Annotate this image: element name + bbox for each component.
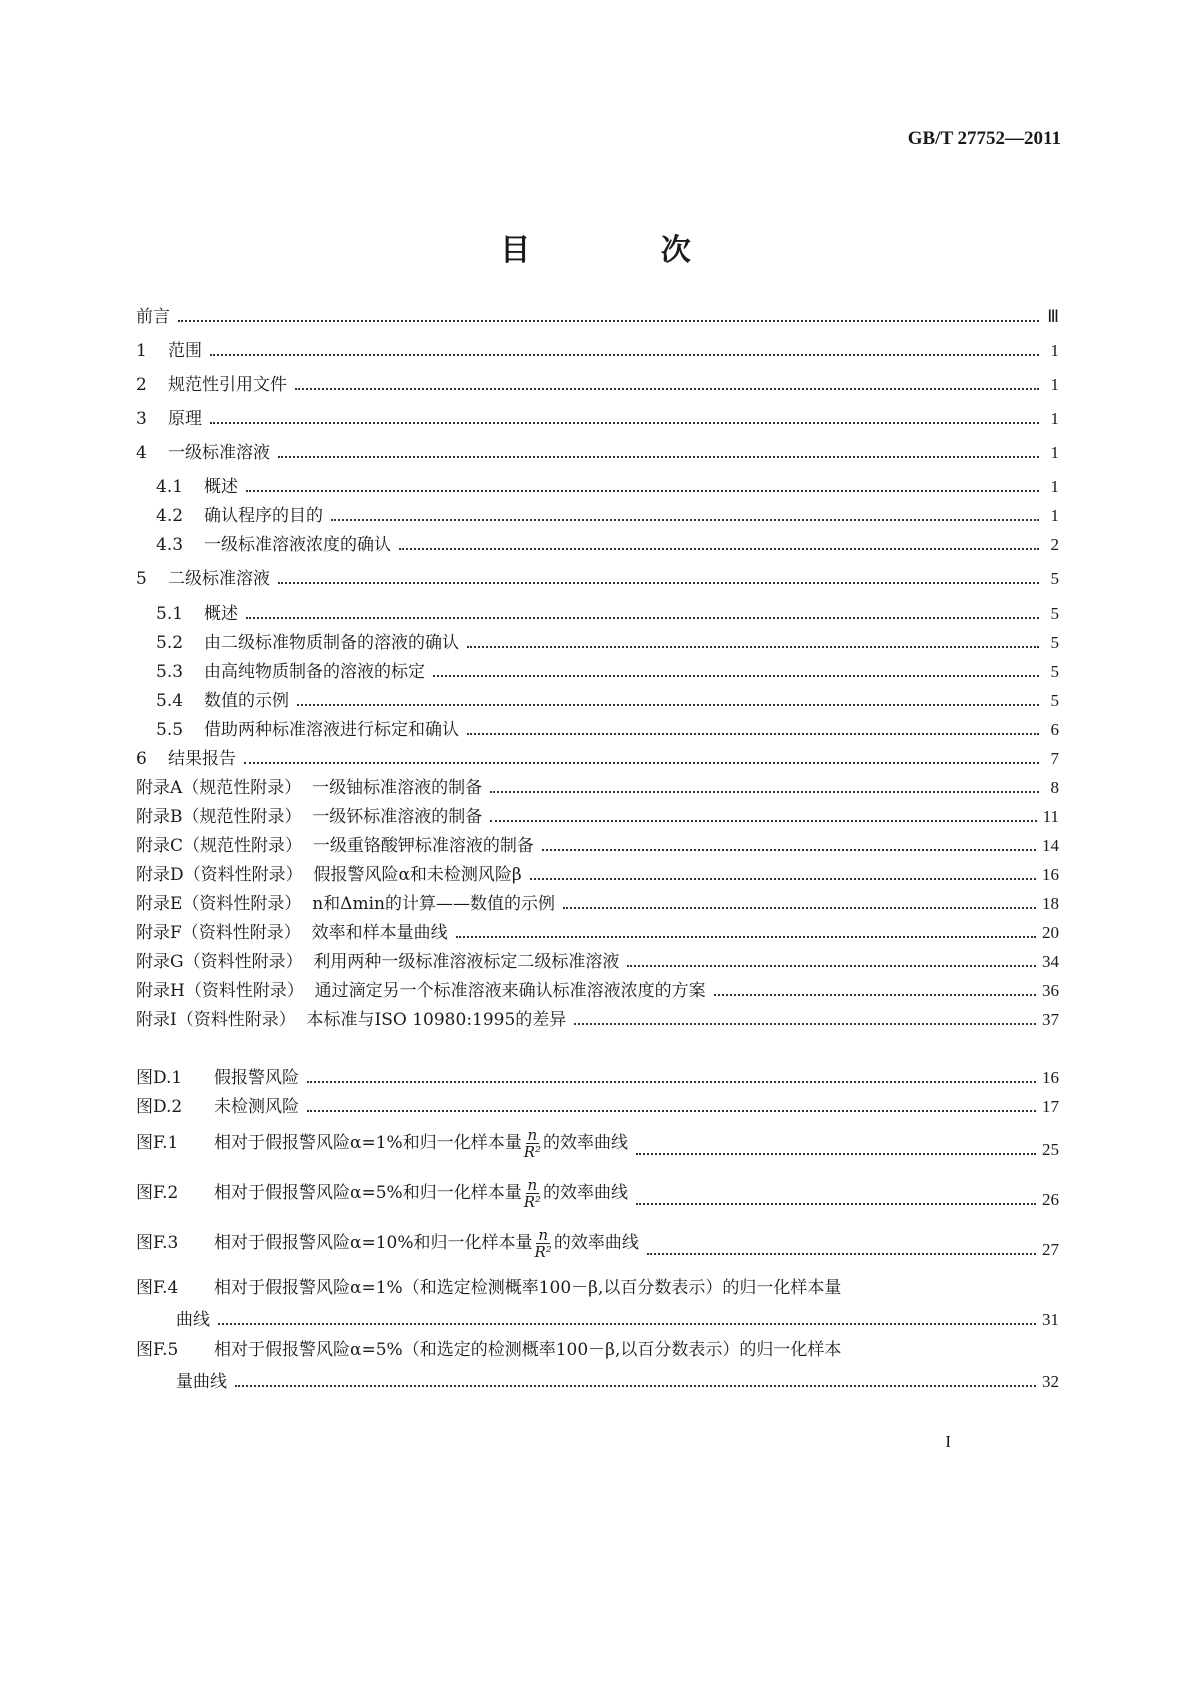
figure-num: 图F.3 (136, 1233, 179, 1253)
leader-dots (636, 1153, 1036, 1155)
figure-page: 32 (1042, 1372, 1059, 1391)
toc-label: 本标准与ISO 10980:1995的差异 (306, 1010, 567, 1030)
figure-num: 图F.4 (136, 1278, 179, 1298)
figure-num: 图F.5 (136, 1340, 179, 1360)
toc-entry-appendix-e[interactable] (136, 884, 1059, 914)
figure-page: 31 (1042, 1310, 1059, 1329)
leader-dots (278, 582, 1039, 584)
toc-page: 14 (1042, 836, 1059, 855)
fraction: $\frac{n}{\text{R²}}$ (534, 1226, 552, 1261)
figure-label-continued: 曲线 (176, 1310, 210, 1330)
toc-num: 4.3 (156, 535, 184, 555)
leader-dots (714, 994, 1036, 996)
figure-num: 图F.2 (136, 1183, 179, 1203)
leader-dots (235, 1385, 1036, 1387)
figure-entry-line1[interactable] (136, 1268, 1059, 1298)
figure-entry[interactable] (136, 1220, 1059, 1260)
toc-num: 4.1 (156, 477, 184, 497)
toc-page: 5 (1050, 569, 1059, 588)
toc-page: 34 (1042, 952, 1059, 971)
toc-num: 2 (136, 375, 147, 395)
leader-dots (295, 388, 1039, 390)
leader-dots (210, 422, 1039, 424)
leader-dots (210, 354, 1039, 356)
toc-page: 11 (1042, 807, 1059, 826)
toc-entry[interactable] (156, 710, 1059, 740)
figure-label: 相对于假报警风险α=1%和归一化样本量 (214, 1133, 522, 1153)
page-folio: I (945, 1432, 951, 1451)
toc-entry-appendix-f[interactable] (136, 913, 1059, 943)
toc-page: Ⅲ (1047, 307, 1059, 326)
figure-label-suffix: 的效率曲线 (543, 1183, 629, 1203)
toc-entry-appendix-h[interactable] (136, 971, 1059, 1001)
toc-page: 5 (1050, 691, 1059, 710)
figure-label: 相对于假报警风险α=1%（和选定检测概率100－β,以百分数表示）的归一化样本量 (214, 1278, 842, 1298)
toc-num: 5.3 (156, 662, 184, 682)
toc-label: 由高纯物质制备的溶液的标定 (204, 662, 425, 682)
appendix-num: 附录F（资料性附录） (136, 923, 301, 943)
toc-entry-appendix-c[interactable] (136, 826, 1059, 856)
toc-page: 37 (1042, 1010, 1059, 1029)
toc-label: 确认程序的目的 (204, 506, 323, 526)
toc-num: 6 (136, 749, 147, 769)
appendix-num: 附录H（资料性附录） (136, 981, 304, 1001)
toc-num: 5.2 (156, 633, 184, 653)
figure-entry-line2[interactable] (176, 1300, 1059, 1330)
figure-page: 17 (1042, 1097, 1059, 1116)
toc-num: 5.5 (156, 720, 184, 740)
leader-dots (433, 675, 1039, 677)
toc-entry-foreword[interactable] (136, 297, 1059, 327)
figure-label: 相对于假报警风险α=10%和归一化样本量 (214, 1233, 533, 1253)
toc-label: 通过滴定另一个标准溶液来确认标准溶液浓度的方案 (314, 981, 706, 1001)
toc-page: 16 (1042, 865, 1059, 884)
toc-entry-appendix-g[interactable] (136, 942, 1059, 972)
leader-dots (542, 849, 1036, 851)
toc-num: 5.1 (156, 604, 184, 624)
figure-page: 27 (1042, 1240, 1059, 1259)
toc-num: 5 (136, 569, 147, 589)
toc-page: 1 (1050, 477, 1059, 496)
leader-dots (574, 1023, 1036, 1025)
toc-label: 一级标准溶液浓度的确认 (204, 535, 391, 555)
appendix-num: 附录C（规范性附录） (136, 836, 303, 856)
toc-num: 4 (136, 443, 147, 463)
figure-label-suffix: 的效率曲线 (553, 1233, 639, 1253)
appendix-num: 附录I（资料性附录） (136, 1010, 296, 1030)
toc-entry[interactable] (156, 525, 1059, 555)
toc-entry[interactable] (156, 681, 1059, 711)
toc-label: 范围 (168, 341, 202, 361)
figure-page: 26 (1042, 1190, 1059, 1209)
leader-dots (399, 548, 1039, 550)
toc-page: 20 (1042, 923, 1059, 942)
toc-page: 1 (1050, 506, 1059, 525)
toc-entry-appendix-a[interactable] (136, 768, 1059, 798)
leader-dots (331, 519, 1039, 521)
toc-page: 6 (1050, 720, 1059, 739)
toc-page: 18 (1042, 894, 1059, 913)
toc-page: 1 (1050, 443, 1059, 462)
toc-label: 一级铀标准溶液的制备 (312, 778, 483, 798)
toc-label: 数值的示例 (204, 691, 289, 711)
toc-num: 5.4 (156, 691, 184, 711)
toc-page: 1 (1050, 341, 1059, 360)
figure-entry[interactable] (136, 1058, 1059, 1088)
toc-label: 效率和样本量曲线 (311, 923, 448, 943)
leader-dots (647, 1253, 1036, 1255)
page-title: 目 次 (500, 233, 751, 268)
toc-page: 8 (1050, 778, 1059, 797)
toc-page: 5 (1050, 604, 1059, 623)
toc-entry[interactable] (136, 331, 1059, 361)
toc-label: 概述 (204, 477, 238, 497)
toc-label: 由二级标准物质制备的溶液的确认 (204, 633, 459, 653)
toc-label: 前言 (136, 307, 170, 327)
toc-label: 二级标准溶液 (168, 569, 270, 589)
toc-label: 利用两种一级标准溶液标定二级标准溶液 (313, 952, 620, 972)
toc-page: 7 (1050, 749, 1059, 768)
figure-label-suffix: 的效率曲线 (543, 1133, 629, 1153)
toc-label: 一级重铬酸钾标准溶液的制备 (312, 836, 534, 856)
toc-entry[interactable] (156, 652, 1059, 682)
leader-dots (278, 456, 1039, 458)
toc-label: 原理 (168, 409, 202, 429)
toc-label: n和Δmin的计算——数值的示例 (312, 894, 555, 914)
appendix-num: 附录A（规范性附录） (136, 778, 302, 798)
figure-page: 16 (1042, 1068, 1059, 1087)
toc-page: 2 (1050, 535, 1059, 554)
leader-dots (467, 733, 1039, 735)
toc-page: 1 (1050, 375, 1059, 394)
fraction: $\frac{n}{\text{R²}}$ (523, 1126, 542, 1161)
figure-label: 相对于假报警风险α=5%（和选定的检测概率100－β,以百分数表示）的归一化样本 (214, 1340, 842, 1360)
leader-dots (244, 762, 1039, 764)
toc-entry[interactable] (156, 623, 1059, 653)
leader-dots (218, 1323, 1036, 1325)
appendix-num: 附录D（资料性附录） (136, 865, 303, 885)
leader-dots (297, 704, 1039, 706)
leader-dots (246, 617, 1039, 619)
leader-dots (490, 791, 1039, 793)
toc-label: 规范性引用文件 (168, 375, 287, 395)
figure-label: 未检测风险 (214, 1097, 299, 1117)
figure-entry-line2[interactable] (176, 1362, 1059, 1392)
appendix-num: 附录G（资料性附录） (136, 952, 303, 972)
toc-page: 36 (1042, 981, 1059, 1000)
toc-label: 概述 (204, 604, 238, 624)
leader-dots (246, 490, 1039, 492)
figure-num: 图D.2 (136, 1097, 183, 1117)
figure-num: 图F.1 (136, 1133, 179, 1153)
toc-label: 结果报告 (168, 749, 236, 769)
figure-label: 相对于假报警风险α=5%和归一化样本量 (214, 1183, 522, 1203)
figure-entry[interactable] (136, 1120, 1059, 1160)
appendix-num: 附录E（资料性附录） (136, 894, 302, 914)
toc-label: 一级钚标准溶液的制备 (312, 807, 483, 827)
toc-entry[interactable] (156, 594, 1059, 624)
figure-label: 假报警风险 (214, 1068, 299, 1088)
toc-entry-appendix-d[interactable] (136, 855, 1059, 885)
leader-dots (456, 936, 1036, 938)
toc-label: 一级标准溶液 (168, 443, 270, 463)
toc-entry[interactable] (136, 365, 1059, 395)
toc-entry[interactable] (156, 496, 1059, 526)
toc-label: 借助两种标准溶液进行标定和确认 (204, 720, 459, 740)
leader-dots (467, 646, 1039, 648)
figure-label-continued: 量曲线 (176, 1372, 227, 1392)
leader-dots (563, 907, 1036, 909)
toc-entry[interactable] (136, 559, 1059, 589)
toc-entry[interactable] (136, 433, 1059, 463)
figure-entry[interactable] (136, 1170, 1059, 1210)
toc-entry[interactable] (156, 467, 1059, 497)
appendix-num: 附录B（规范性附录） (136, 807, 302, 827)
leader-dots (307, 1110, 1036, 1112)
figure-entry[interactable] (136, 1087, 1059, 1117)
toc-entry[interactable] (136, 739, 1059, 769)
toc-num: 3 (136, 409, 147, 429)
figure-num: 图D.1 (136, 1068, 183, 1088)
toc-num: 1 (136, 341, 147, 361)
leader-dots (178, 320, 1039, 322)
figure-entry-line1[interactable] (136, 1330, 1059, 1360)
toc-page: 5 (1050, 633, 1059, 652)
toc-entry-appendix-i[interactable] (136, 1000, 1059, 1030)
toc-num: 4.2 (156, 506, 184, 526)
standard-code: GB/T 27752—2011 (907, 128, 1061, 149)
toc-page: 5 (1050, 662, 1059, 681)
leader-dots (627, 965, 1036, 967)
toc-label: 假报警风险α和未检测风险β (313, 865, 522, 885)
leader-dots (636, 1203, 1036, 1205)
leader-dots (530, 878, 1036, 880)
fraction: $\frac{n}{\text{R²}}$ (523, 1176, 542, 1211)
leader-dots (307, 1081, 1036, 1083)
toc-page: 1 (1050, 409, 1059, 428)
toc-entry-appendix-b[interactable] (136, 797, 1059, 827)
figure-page: 25 (1042, 1140, 1059, 1159)
toc-entry[interactable] (136, 399, 1059, 429)
leader-dots (490, 820, 1036, 822)
